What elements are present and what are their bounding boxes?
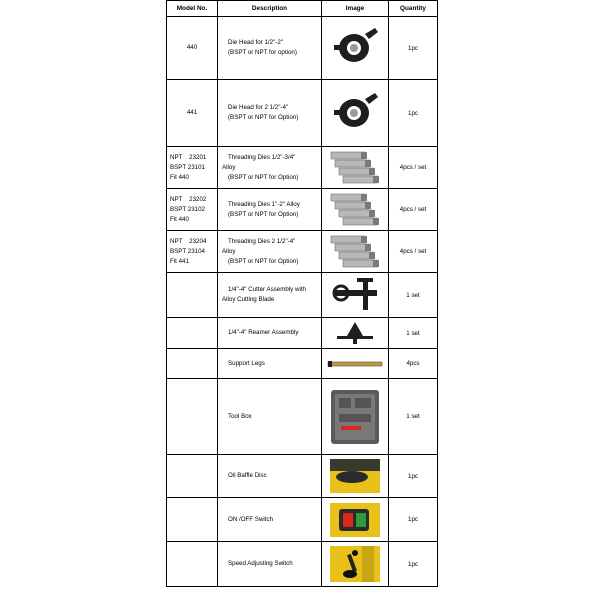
table-row	[167, 189, 438, 231]
model-cell	[167, 147, 218, 189]
oil-baffle-disc-icon	[323, 457, 387, 495]
header-image: Image	[322, 1, 389, 17]
model-number: NPT 23201	[170, 153, 207, 161]
table-row	[167, 542, 438, 587]
parts-table	[166, 0, 438, 587]
quantity-cell: 1pc	[389, 455, 438, 498]
description-text: (BSPT or NPT for option)	[228, 49, 297, 56]
quantity-cell: 1 set	[389, 273, 438, 318]
description-cell	[218, 318, 322, 349]
image-cell	[322, 231, 389, 273]
description-text: Alloy	[222, 247, 236, 255]
description-text: (BSPT or NPT for Option)	[228, 257, 299, 265]
description-cell	[218, 498, 322, 542]
table-row	[167, 349, 438, 379]
header-description: Description	[218, 1, 322, 17]
description-cell	[218, 189, 322, 231]
quantity-cell: 4pcs / set	[389, 231, 438, 273]
quantity-cell: 1 set	[389, 379, 438, 455]
model-number: NPT 23202	[170, 195, 207, 203]
reamer-icon	[323, 320, 387, 346]
model-cell	[167, 231, 218, 273]
threading-dies-icon	[323, 191, 387, 229]
model-number: BSPT 23101	[170, 163, 205, 171]
quantity-cell: 1pc	[389, 80, 438, 147]
description-text: Die Head for 2 1/2"-4"	[228, 104, 289, 111]
image-cell	[322, 318, 389, 349]
quantity-cell: 4pcs	[389, 349, 438, 379]
image-cell	[322, 498, 389, 542]
image-cell	[322, 80, 389, 147]
quantity-cell: 4pcs / set	[389, 189, 438, 231]
description-text: 1/4"-4" Cutter Assembly with	[228, 286, 306, 293]
table-row	[167, 231, 438, 273]
description-text: Die Head for 1/2"-2"	[228, 39, 283, 46]
quantity-cell: 4pcs / set	[389, 147, 438, 189]
on-off-switch-icon	[323, 501, 387, 539]
model-cell	[167, 189, 218, 231]
quantity-cell: 1pc	[389, 17, 438, 80]
model-number: Fit 440	[170, 173, 189, 181]
header-model: Model No.	[167, 1, 218, 17]
image-cell	[322, 455, 389, 498]
model-number: Fit 440	[170, 215, 189, 223]
description-cell	[218, 17, 322, 80]
image-cell	[322, 379, 389, 455]
model-number: BSPT 23102	[170, 205, 205, 213]
description-cell	[218, 147, 322, 189]
cutter-assembly-icon	[323, 276, 387, 314]
header-quantity: Quantity	[389, 1, 438, 17]
table-row	[167, 147, 438, 189]
description-cell	[218, 542, 322, 587]
model-cell	[167, 349, 218, 379]
model-cell	[167, 273, 218, 318]
description-cell	[218, 80, 322, 147]
description-text: Tool Box	[228, 412, 252, 420]
table-row	[167, 17, 438, 80]
description-text: 1/4"-4" Reamer Assembly	[228, 329, 299, 336]
description-text: Threading Dies 1/2"-3/4"	[228, 153, 296, 161]
table-row	[167, 455, 438, 498]
table-row	[167, 318, 438, 349]
tool-box-icon	[323, 386, 387, 448]
description-text: ON /OFF Switch	[228, 515, 274, 523]
model-number: BSPT 23104	[170, 247, 205, 255]
table-row	[167, 80, 438, 147]
model-cell	[167, 318, 218, 349]
model-number: Fit 441	[170, 257, 189, 265]
image-cell	[322, 189, 389, 231]
die-head-icon	[323, 91, 387, 135]
description-cell	[218, 349, 322, 379]
model-cell	[167, 498, 218, 542]
image-cell	[322, 147, 389, 189]
quantity-cell: 1 set	[389, 318, 438, 349]
table-row	[167, 273, 438, 318]
table-row	[167, 379, 438, 455]
image-cell	[322, 17, 389, 80]
description-text: Speed Adjusting Switch	[228, 560, 293, 567]
description-text: Support Legs	[228, 359, 265, 367]
table-row	[167, 498, 438, 542]
description-cell	[218, 273, 322, 318]
speed-switch-icon	[323, 544, 387, 584]
image-cell	[322, 349, 389, 379]
description-cell	[218, 231, 322, 273]
description-text: Threading Dies 2 1/2"-4"	[228, 237, 296, 245]
image-cell	[322, 542, 389, 587]
description-text: Oil Baffle Disc	[228, 472, 267, 479]
threading-dies-icon	[323, 233, 387, 271]
model-cell	[167, 17, 218, 80]
model-cell	[167, 455, 218, 498]
description-text: Alloy Cutting Blade	[222, 296, 275, 303]
description-cell	[218, 455, 322, 498]
model-cell	[167, 80, 218, 147]
description-text: Alloy	[222, 163, 236, 171]
model-number: 441	[186, 109, 198, 116]
model-cell	[167, 542, 218, 587]
model-number: NPT 23204	[170, 237, 207, 245]
description-cell	[218, 379, 322, 455]
model-cell	[167, 379, 218, 455]
quantity-cell: 1pc	[389, 498, 438, 542]
description-text: (BSPT or NPT for Option)	[228, 173, 299, 181]
threading-dies-icon	[323, 149, 387, 187]
header-row	[167, 1, 438, 17]
description-text: Threading Dies 1"-2" Alloy	[228, 200, 300, 208]
model-number: 440	[186, 44, 198, 51]
die-head-icon	[323, 26, 387, 70]
quantity-cell: 1pc	[389, 542, 438, 587]
description-text: (BSPT or NPT for Option)	[228, 114, 299, 121]
support-leg-icon	[323, 358, 387, 370]
image-cell	[322, 273, 389, 318]
description-text: (BSPT or NPT for Option)	[228, 210, 299, 218]
